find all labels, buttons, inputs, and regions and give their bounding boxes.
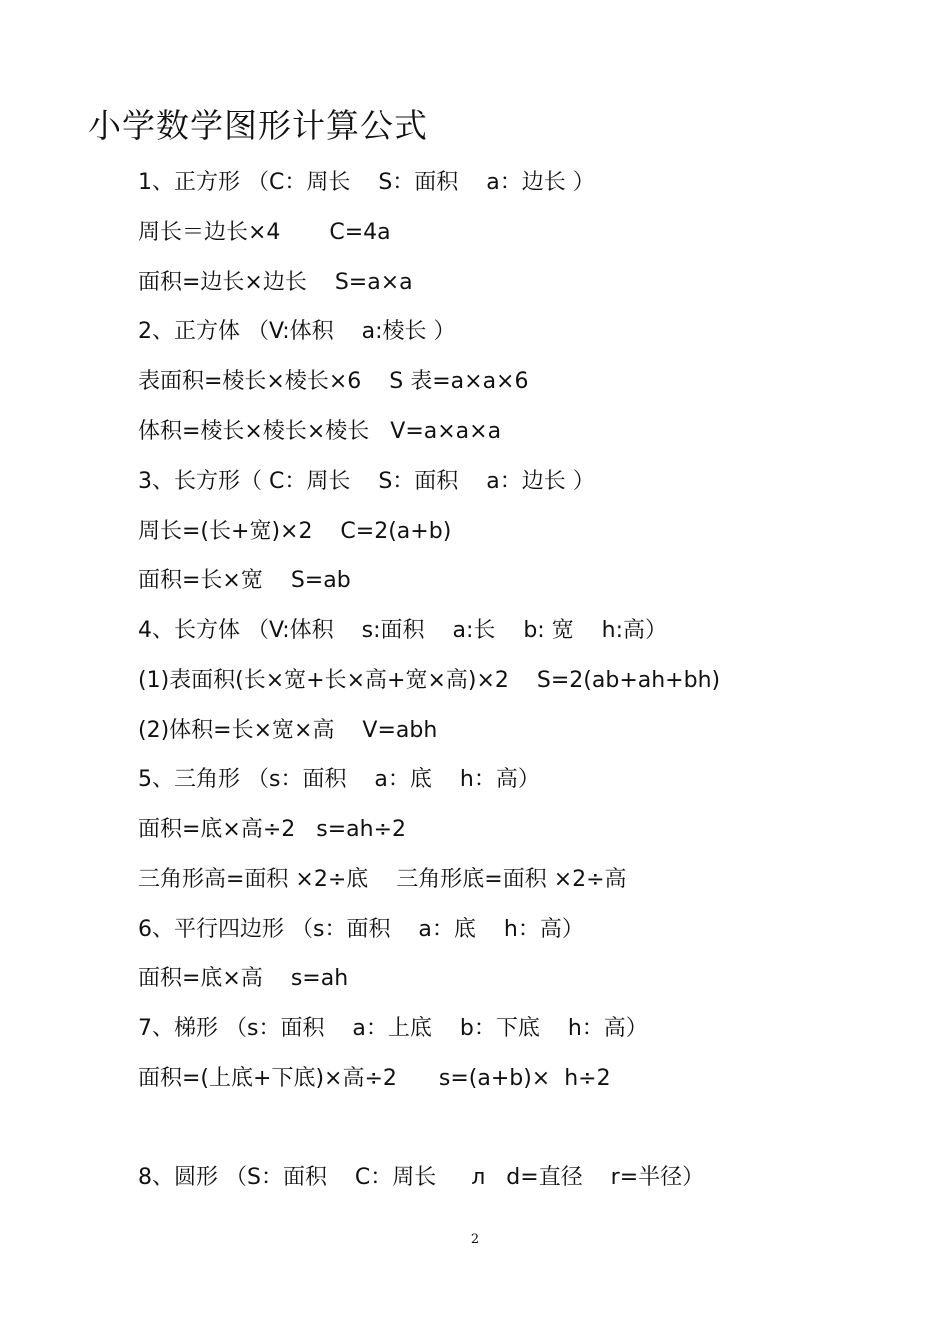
formula-line: 面积=(上底+下底)×高÷2 s=(a+b)× h÷2 <box>138 1066 611 1091</box>
section-heading-trapezoid: 7、梯形 （s：面积 a：上底 b：下底 h：高） <box>138 1016 648 1041</box>
formula-line: 面积=底×高÷2 s=ah÷2 <box>138 817 407 842</box>
formula-line: 面积=底×高 s=ah <box>138 966 349 991</box>
section-heading-triangle: 5、三角形 （s：面积 a：底 h：高） <box>138 767 540 792</box>
formula-line: (1)表面积(长×宽+长×高+宽×高)×2 S=2(ab+ah+bh) <box>138 668 721 693</box>
section-heading-rectangle: 3、长方形（ C：周长 S：面积 a：边长 ） <box>138 469 595 494</box>
formula-line: 周长＝边长×4 C=4a <box>138 220 391 245</box>
formula-line: 周长=(长+宽)×2 C=2(a+b) <box>138 519 452 544</box>
page-number: 2 <box>470 1232 480 1247</box>
section-heading-circle: 8、圆形 （S：面积 C：周长 л d=直径 r=半径） <box>138 1165 705 1190</box>
formula-line: 面积=长×宽 S=ab <box>138 568 351 593</box>
section-heading-square: 1、正方形 （C：周长 S：面积 a：边长 ） <box>138 170 595 195</box>
section-heading-cuboid: 4、长方体 （V:体积 s:面积 a:长 b: 宽 h:高） <box>138 618 668 643</box>
page-title: 小学数学图形计算公式 <box>88 106 428 145</box>
formula-line: (2)体积=长×宽×高 V=abh <box>138 718 438 743</box>
section-heading-cube: 2、正方体 （V:体积 a:棱长 ） <box>138 319 456 344</box>
formula-line: 三角形高=面积 ×2÷底 三角形底=面积 ×2÷高 <box>138 867 627 892</box>
formula-line: 面积=边长×边长 S=a×a <box>138 270 413 295</box>
formula-line: 体积=棱长×棱长×棱长 V=a×a×a <box>138 419 502 444</box>
section-heading-parallelogram: 6、平行四边形 （s：面积 a：底 h：高） <box>138 917 584 942</box>
formula-line: 表面积=棱长×棱长×6 S 表=a×a×6 <box>138 369 529 394</box>
